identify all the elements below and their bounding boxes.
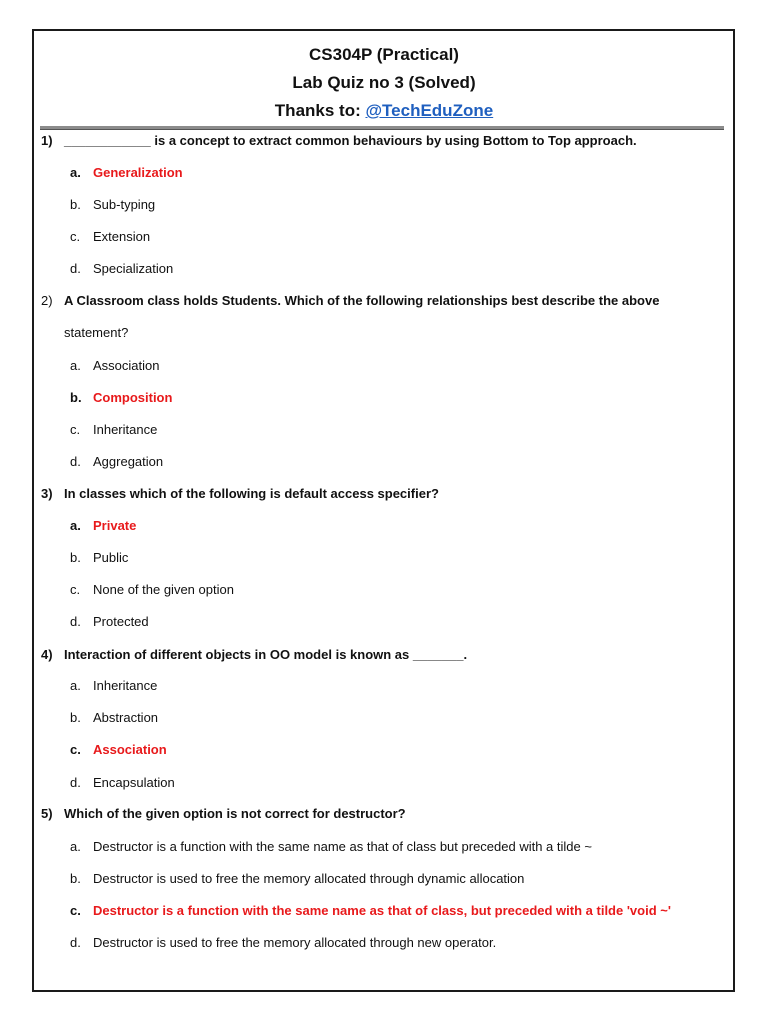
q2-option-d [70,454,163,469]
question-text: ____________ is a concept to extract common behaviours by using Bottom to Top approach. [64,133,637,148]
q1-option-d [70,261,173,276]
option-letter: c. [70,582,81,597]
option-letter: d. [70,935,81,950]
thanks-prefix: Thanks to: [274,101,366,120]
option-letter: a. [70,358,81,373]
option-text: Composition [93,390,173,405]
option-letter: b. [70,871,81,886]
q5-option-c [70,903,671,918]
option-letter: c. [70,903,81,918]
thanks-line [0,101,768,121]
option-text: Destructor is a function with the same name as that of class, but preceded with a tilde 'void ~' [93,903,671,918]
question-text: Interaction of different objects in OO model is known as _______. [64,647,468,662]
option-text: Destructor is used to free the memory allocated through new operator. [93,935,497,950]
option-text: Destructor is a function with the same name as that of class but preceded with a tilde ~ [93,839,592,854]
option-text: Private [93,518,137,533]
question-1 [41,133,637,148]
option-letter: a. [70,165,81,180]
q2-option-c [70,422,157,437]
question-text: A Classroom class holds Students. Which of the following relationships best describe the above [64,293,660,308]
thanks-link[interactable]: @TechEduZone [365,101,494,120]
option-letter: a. [70,678,81,693]
question-number: 1) [41,133,53,148]
q4-option-b [70,710,158,725]
q5-option-b [70,871,524,886]
question-4 [41,647,467,662]
question-number: 3) [41,486,53,501]
q4-option-a [70,678,157,693]
option-text: None of the given option [93,582,234,597]
q3-option-c [70,582,234,597]
option-letter: d. [70,261,81,276]
option-letter: d. [70,614,81,629]
question-3 [41,486,439,501]
option-letter: b. [70,710,81,725]
option-letter: c. [70,742,81,757]
q2-option-a [70,358,159,373]
q1-option-a [70,165,183,180]
option-text: Destructor is used to free the memory allocated through dynamic allocation [93,871,525,886]
q3-option-b [70,550,128,565]
option-letter: c. [70,422,81,437]
option-text: Sub-typing [93,197,156,212]
option-text: Public [93,550,129,565]
option-text: Encapsulation [93,775,175,790]
option-text: Protected [93,614,149,629]
option-text: Generalization [93,165,183,180]
option-letter: d. [70,775,81,790]
option-text: Aggregation [93,454,164,469]
option-text: Specialization [93,261,174,276]
option-letter: a. [70,839,81,854]
q3-option-d [70,614,149,629]
option-letter: d. [70,454,81,469]
option-text: Inheritance [93,678,158,693]
option-letter: b. [70,550,81,565]
q5-option-a [70,839,592,854]
question-number: 2) [41,293,53,308]
option-letter: b. [70,390,82,405]
option-letter: b. [70,197,81,212]
option-text: Inheritance [93,422,158,437]
option-text: Extension [93,229,151,244]
q1-option-c [70,229,150,244]
q2-option-b [70,390,172,405]
course-title: CS304P (Practical) [309,45,459,64]
q1-option-b [70,197,155,212]
option-letter: a. [70,518,81,533]
question-text: In classes which of the following is default access specifier? [64,486,439,501]
question-number: 5) [41,806,53,821]
option-text: Abstraction [93,710,159,725]
header-divider [40,126,724,130]
option-text: Association [93,742,167,757]
question-text-continued: statement? [64,325,129,340]
q4-option-d [70,775,175,790]
question-number: 4) [41,647,53,662]
question-text: Which of the given option is not correct for destructor? [64,806,406,821]
q3-option-a [70,518,136,533]
option-letter: c. [70,229,81,244]
q4-option-c [70,742,167,757]
question-5 [41,806,406,821]
option-text: Association [93,358,160,373]
q5-option-d [70,935,496,950]
question-2 [41,293,659,308]
quiz-title: Lab Quiz no 3 (Solved) [292,73,476,92]
